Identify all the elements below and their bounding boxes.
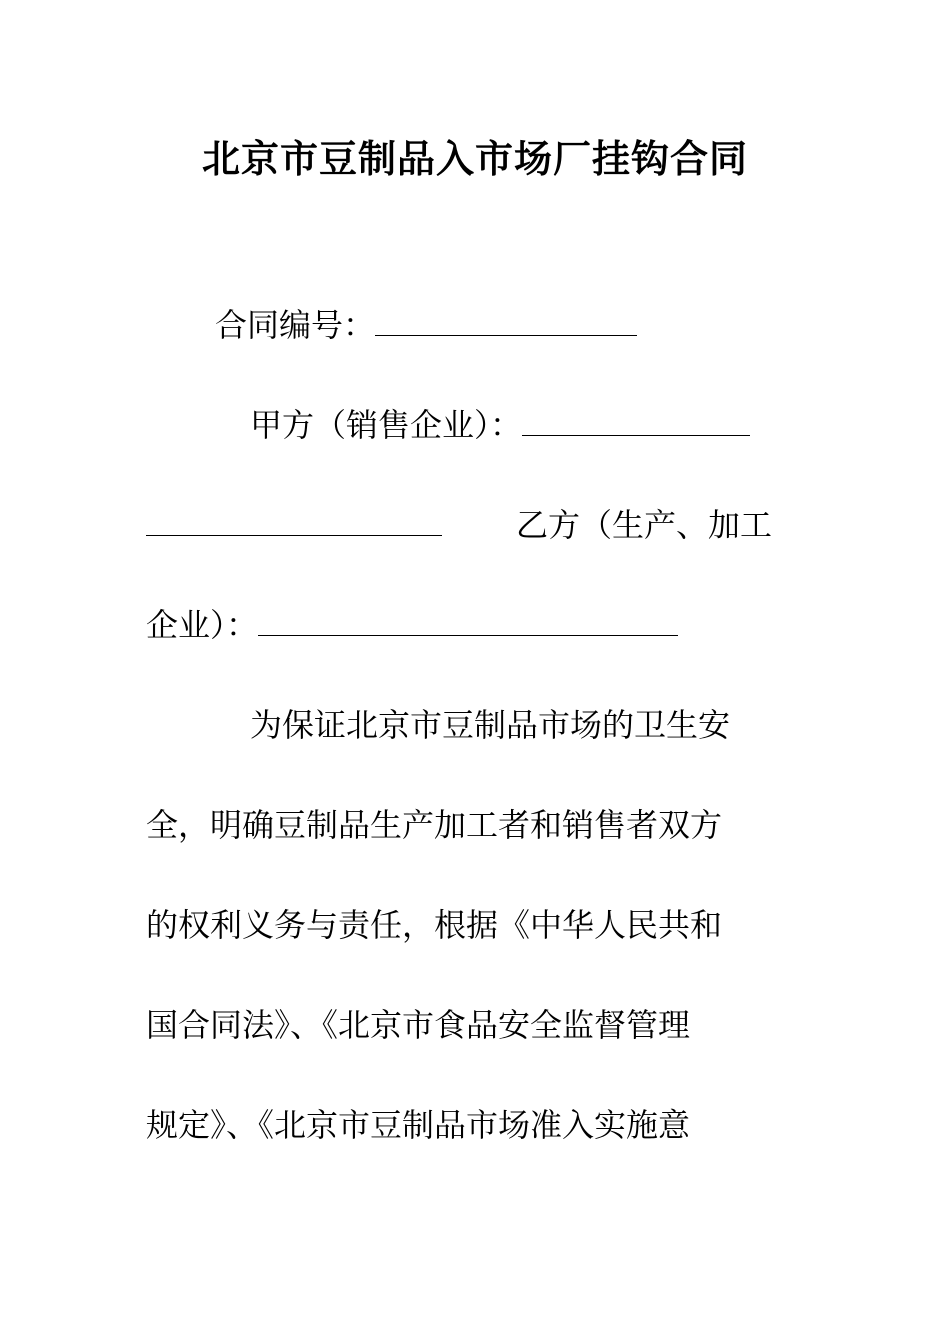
paragraph-line-4: 国合同法》、《北京市食品安全监督管理: [146, 1006, 691, 1044]
party-b-line: [146, 605, 678, 645]
contract-number-blank: [375, 305, 637, 336]
party-b-label-part2: 企业）：: [146, 606, 259, 644]
paragraph-line-2: 全，明确豆制品生产加工者和销售者双方: [146, 806, 723, 844]
contract-number-line: [215, 305, 637, 345]
party-a-blank-continuation: [146, 505, 442, 536]
party-a-blank: [522, 405, 750, 436]
party-a-line: [250, 405, 750, 445]
party-b-blank: [258, 605, 678, 636]
party-a-label: 甲方（销售企业）：: [250, 406, 523, 444]
party-b-label-line: [516, 505, 772, 545]
contract-number-label: 合同编号：: [215, 306, 376, 344]
paragraph-line-5: 规定》、《北京市豆制品市场准入实施意: [146, 1106, 691, 1144]
paragraph-line-3: 的权利义务与责任，根据《中华人民共和: [146, 906, 723, 944]
document-title: 北京市豆制品入市场厂挂钩合同: [201, 136, 748, 181]
party-b-label-part1: 乙方（生产、加工: [516, 506, 773, 544]
party-a-blank-continuation-line: [146, 505, 442, 545]
paragraph-line-1: 为保证北京市豆制品市场的卫生安: [250, 706, 731, 744]
